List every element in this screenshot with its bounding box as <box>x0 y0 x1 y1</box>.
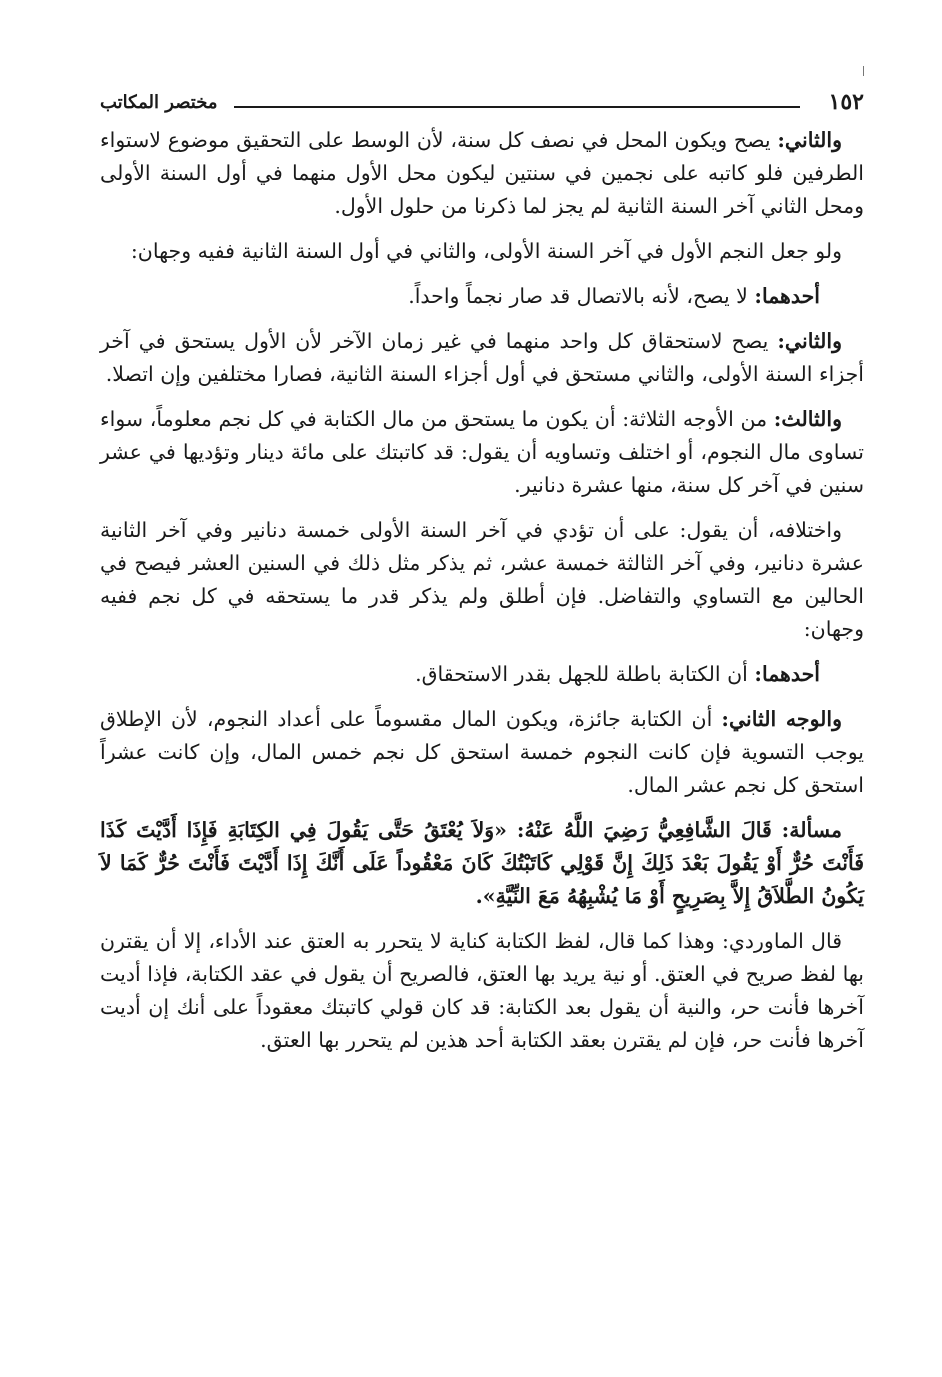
paragraph <box>100 514 864 646</box>
paragraph-text: من الأوجه الثلاثة: أن يكون ما يستحق من مال الكتابة في كل نجم معلوماً، سواء تساوى مال النجوم، أو اختلف وتساويه أن يقول: قد كاتبتك على مائة دينار وتؤديها في عشر سنين في آخر كل سنة، منها عشرة دنانير. <box>100 407 864 497</box>
paragraph-lead: أحدهما: <box>754 662 820 686</box>
header-rule <box>234 106 800 108</box>
paragraph-text: واختلافه، أن يقول: على أن تؤدي في آخر السنة الأولى خمسة دنانير وفي آخر الثانية عشرة دنانير، وفي آخر الثالثة خمسة عشر، ثم يذكر مثل ذلك في السنين العشر فيصح في الحالين مع التساوي والتفاضل. فإن أطلق ولم يذكر قدر ما يستحقه في كل نجم ففيه وجهان: <box>100 518 864 641</box>
paragraph <box>100 703 864 802</box>
paragraph-lead: والثاني: <box>777 128 842 152</box>
paragraph <box>100 280 864 313</box>
paragraph-text: أن الكتابة جائزة، ويكون المال مقسوماً على أعداد النجوم، لأن الإطلاق يوجب التسوية فإن كانت النجوم خمسة استحق كل نجم خمس المال، وإن كانت عشراً استحق كل نجم عشر المال. <box>100 707 864 797</box>
paragraph-lead: أحدهما: <box>754 284 820 308</box>
page-body <box>100 124 864 1057</box>
paragraph-lead: والثالث: <box>773 407 842 431</box>
paragraph-lead: والوجه الثاني: <box>721 707 842 731</box>
paragraph-lead: مسألة: قَالَ الشَّافِعِيُّ <box>657 818 842 842</box>
paragraph-text: أن الكتابة باطلة للجهل بقدر الاستحقاق. <box>415 662 755 686</box>
paragraph <box>100 235 864 268</box>
paragraph-text: قال الماوردي: وهذا كما قال، لفظ الكتابة كناية لا يتحرر به العتق عند الأداء، إلا أن يقترن بها لفظ صريح في العتق. أو نية يريد بها العتق، فالصريح أن يقول في عقد الكتابة، فإذا أديت آخرها فأنت حر، والنية أن يقول بعد الكتابة: قد كان قولي كاتبتك معقوداً على أنك إن أديت آخرها فأنت حر، فإن لم يقترن بعقد الكتابة أحد هذين لم يتحرر بها العتق. <box>100 929 864 1052</box>
paragraph-text: يصح لاستحقاق كل واحد منهما في غير زمان الآخر لأن الأول يستحق في آخر أجزاء السنة الأولى، والثاني مستحق في أول أجزاء السنة الثانية، فصارا مختلفين وإن اتصلا. <box>100 329 864 386</box>
paragraph-lead: والثاني: <box>777 329 842 353</box>
quoted-text: رَضِيَ اللَّهُ عَنْهُ: «وَلاَ يُعْتَقُ حَتَّى يَقُولَ فِي الكِتَابَةِ فَإِذَا أَدَّيْتَ كَذَا فَأَنْتَ حُرٌّ أَوْ يَقُولَ بَعْدَ ذَلِكَ إِنَّ قَوْلِي كَاتَبْتُكَ كَانَ مَعْقُوداً عَلَى أَنَّكَ إِذَا أَدَّيْتَ فَأَنْتَ حُرٌّ كَمَا لاَ يَكُونُ الطَّلاَقُ إِلاَّ بِصَرِيحٍ أَوْ مَا يُشْبِهُهُ مَعَ النِّيَّةِ». <box>100 818 864 908</box>
paragraph <box>100 325 864 391</box>
page-number: ١٥٢ <box>828 89 864 115</box>
paragraph <box>100 925 864 1057</box>
margin-tick <box>863 66 864 76</box>
paragraph <box>100 124 864 223</box>
paragraph-text: يصح ويكون المحل في نصف كل سنة، لأن الوسط على التحقيق موضوع لاستواء الطرفين فلو كاتبه على نجمين في سنتين ليكون محل الأول منهما في أول السنة الأولى ومحل الثاني آخر السنة الثانية لم يجز لما ذكرنا من حلول الأول. <box>100 128 864 218</box>
paragraph-text: لا يصح، لأنه بالاتصال قد صار نجماً واحداً. <box>408 284 755 308</box>
running-title: مختصر المكاتب <box>100 91 218 113</box>
paragraph-text: ولو جعل النجم الأول في آخر السنة الأولى، والثاني في أول السنة الثانية ففيه وجهان: <box>130 239 842 263</box>
page-header <box>100 86 864 118</box>
paragraph <box>100 658 864 691</box>
paragraph <box>100 403 864 502</box>
book-page <box>100 86 864 1346</box>
masala-paragraph <box>100 814 864 913</box>
